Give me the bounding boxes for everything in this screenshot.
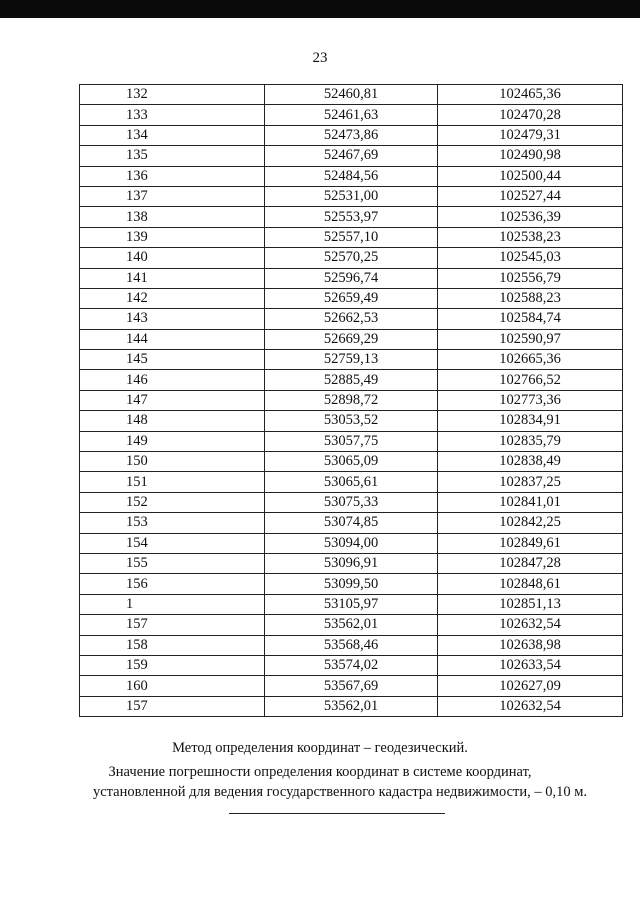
accuracy-note-line-2: установленной для ведения государственного кадастра недвижимости, – 0,10 м.	[92, 784, 588, 800]
y-coordinate-cell: 102842,25	[438, 513, 623, 533]
x-coordinate-cell: 52659,49	[265, 288, 438, 308]
table-row	[80, 146, 623, 166]
point-number-cell: 149	[80, 431, 265, 451]
y-coordinate-cell: 102773,36	[438, 390, 623, 410]
x-coordinate-cell: 52467,69	[265, 146, 438, 166]
point-number-cell: 132	[80, 85, 265, 105]
x-coordinate-cell: 52885,49	[265, 370, 438, 390]
y-coordinate-cell: 102849,61	[438, 533, 623, 553]
table-row	[80, 411, 623, 431]
y-coordinate-cell: 102538,23	[438, 227, 623, 247]
point-number-cell: 160	[80, 676, 265, 696]
y-coordinate-cell: 102465,36	[438, 85, 623, 105]
table-row	[80, 288, 623, 308]
x-coordinate-cell: 52531,00	[265, 186, 438, 206]
x-coordinate-cell: 52460,81	[265, 85, 438, 105]
y-coordinate-cell: 102584,74	[438, 309, 623, 329]
y-coordinate-cell: 102847,28	[438, 553, 623, 573]
table-row	[80, 207, 623, 227]
x-coordinate-cell: 53065,61	[265, 472, 438, 492]
table-row	[80, 248, 623, 268]
x-coordinate-cell: 52484,56	[265, 166, 438, 186]
y-coordinate-cell: 102848,61	[438, 574, 623, 594]
x-coordinate-cell: 53074,85	[265, 513, 438, 533]
point-number-cell: 136	[80, 166, 265, 186]
table-row	[80, 472, 623, 492]
x-coordinate-cell: 53065,09	[265, 452, 438, 472]
table-row	[80, 268, 623, 288]
x-coordinate-cell: 52557,10	[265, 227, 438, 247]
table-row	[80, 350, 623, 370]
table-row	[80, 452, 623, 472]
point-number-cell: 147	[80, 390, 265, 410]
accuracy-note-line-1: Значение погрешности определения координат в системе координат,	[108, 764, 532, 780]
point-number-cell: 159	[80, 655, 265, 675]
point-number-cell: 142	[80, 288, 265, 308]
x-coordinate-cell: 52669,29	[265, 329, 438, 349]
point-number-cell: 145	[80, 350, 265, 370]
table-row	[80, 370, 623, 390]
table-row	[80, 125, 623, 145]
x-coordinate-cell: 53105,97	[265, 594, 438, 614]
y-coordinate-cell: 102638,98	[438, 635, 623, 655]
x-coordinate-cell: 52473,86	[265, 125, 438, 145]
x-coordinate-cell: 52570,25	[265, 248, 438, 268]
table-row	[80, 431, 623, 451]
point-number-cell: 151	[80, 472, 265, 492]
table-row	[80, 594, 623, 614]
y-coordinate-cell: 102841,01	[438, 492, 623, 512]
x-coordinate-cell: 52596,74	[265, 268, 438, 288]
coordinates-table	[79, 84, 623, 717]
x-coordinate-cell: 52662,53	[265, 309, 438, 329]
point-number-cell: 153	[80, 513, 265, 533]
point-number-cell: 146	[80, 370, 265, 390]
y-coordinate-cell: 102470,28	[438, 105, 623, 125]
table-row	[80, 696, 623, 716]
point-number-cell: 1	[80, 594, 265, 614]
point-number-cell: 148	[80, 411, 265, 431]
table-row	[80, 655, 623, 675]
x-coordinate-cell: 53057,75	[265, 431, 438, 451]
point-number-cell: 138	[80, 207, 265, 227]
y-coordinate-cell: 102590,97	[438, 329, 623, 349]
table-row	[80, 574, 623, 594]
point-number-cell: 144	[80, 329, 265, 349]
table-row	[80, 553, 623, 573]
table-row	[80, 390, 623, 410]
table-row	[80, 533, 623, 553]
closing-rule	[229, 813, 445, 814]
coordinates-table-body	[80, 85, 623, 717]
x-coordinate-cell: 52898,72	[265, 390, 438, 410]
scan-top-edge	[0, 0, 640, 18]
point-number-cell: 157	[80, 696, 265, 716]
x-coordinate-cell: 53574,02	[265, 655, 438, 675]
x-coordinate-cell: 53053,52	[265, 411, 438, 431]
x-coordinate-cell: 52461,63	[265, 105, 438, 125]
y-coordinate-cell: 102556,79	[438, 268, 623, 288]
point-number-cell: 152	[80, 492, 265, 512]
y-coordinate-cell: 102627,09	[438, 676, 623, 696]
y-coordinate-cell: 102665,36	[438, 350, 623, 370]
y-coordinate-cell: 102545,03	[438, 248, 623, 268]
point-number-cell: 154	[80, 533, 265, 553]
x-coordinate-cell: 53567,69	[265, 676, 438, 696]
table-row	[80, 635, 623, 655]
point-number-cell: 157	[80, 615, 265, 635]
table-row	[80, 186, 623, 206]
point-number-cell: 141	[80, 268, 265, 288]
point-number-cell: 137	[80, 186, 265, 206]
table-row	[80, 105, 623, 125]
y-coordinate-cell: 102527,44	[438, 186, 623, 206]
y-coordinate-cell: 102588,23	[438, 288, 623, 308]
y-coordinate-cell: 102835,79	[438, 431, 623, 451]
y-coordinate-cell: 102536,39	[438, 207, 623, 227]
y-coordinate-cell: 102766,52	[438, 370, 623, 390]
x-coordinate-cell: 52553,97	[265, 207, 438, 227]
y-coordinate-cell: 102490,98	[438, 146, 623, 166]
x-coordinate-cell: 53075,33	[265, 492, 438, 512]
y-coordinate-cell: 102633,54	[438, 655, 623, 675]
x-coordinate-cell: 53562,01	[265, 615, 438, 635]
point-number-cell: 150	[80, 452, 265, 472]
y-coordinate-cell: 102632,54	[438, 696, 623, 716]
point-number-cell: 143	[80, 309, 265, 329]
table-row	[80, 227, 623, 247]
table-row	[80, 615, 623, 635]
y-coordinate-cell: 102632,54	[438, 615, 623, 635]
y-coordinate-cell: 102838,49	[438, 452, 623, 472]
table-row	[80, 492, 623, 512]
y-coordinate-cell: 102851,13	[438, 594, 623, 614]
y-coordinate-cell: 102834,91	[438, 411, 623, 431]
page-number: 23	[312, 50, 328, 66]
method-note: Метод определения координат – геодезический.	[172, 740, 468, 756]
x-coordinate-cell: 53099,50	[265, 574, 438, 594]
table-row	[80, 309, 623, 329]
table-row	[80, 329, 623, 349]
point-number-cell: 140	[80, 248, 265, 268]
table-row	[80, 513, 623, 533]
point-number-cell: 155	[80, 553, 265, 573]
point-number-cell: 134	[80, 125, 265, 145]
table-row	[80, 166, 623, 186]
point-number-cell: 139	[80, 227, 265, 247]
x-coordinate-cell: 53568,46	[265, 635, 438, 655]
x-coordinate-cell: 53096,91	[265, 553, 438, 573]
x-coordinate-cell: 53562,01	[265, 696, 438, 716]
point-number-cell: 133	[80, 105, 265, 125]
table-row	[80, 85, 623, 105]
point-number-cell: 158	[80, 635, 265, 655]
point-number-cell: 156	[80, 574, 265, 594]
y-coordinate-cell: 102479,31	[438, 125, 623, 145]
table-row	[80, 676, 623, 696]
x-coordinate-cell: 53094,00	[265, 533, 438, 553]
y-coordinate-cell: 102500,44	[438, 166, 623, 186]
x-coordinate-cell: 52759,13	[265, 350, 438, 370]
point-number-cell: 135	[80, 146, 265, 166]
y-coordinate-cell: 102837,25	[438, 472, 623, 492]
